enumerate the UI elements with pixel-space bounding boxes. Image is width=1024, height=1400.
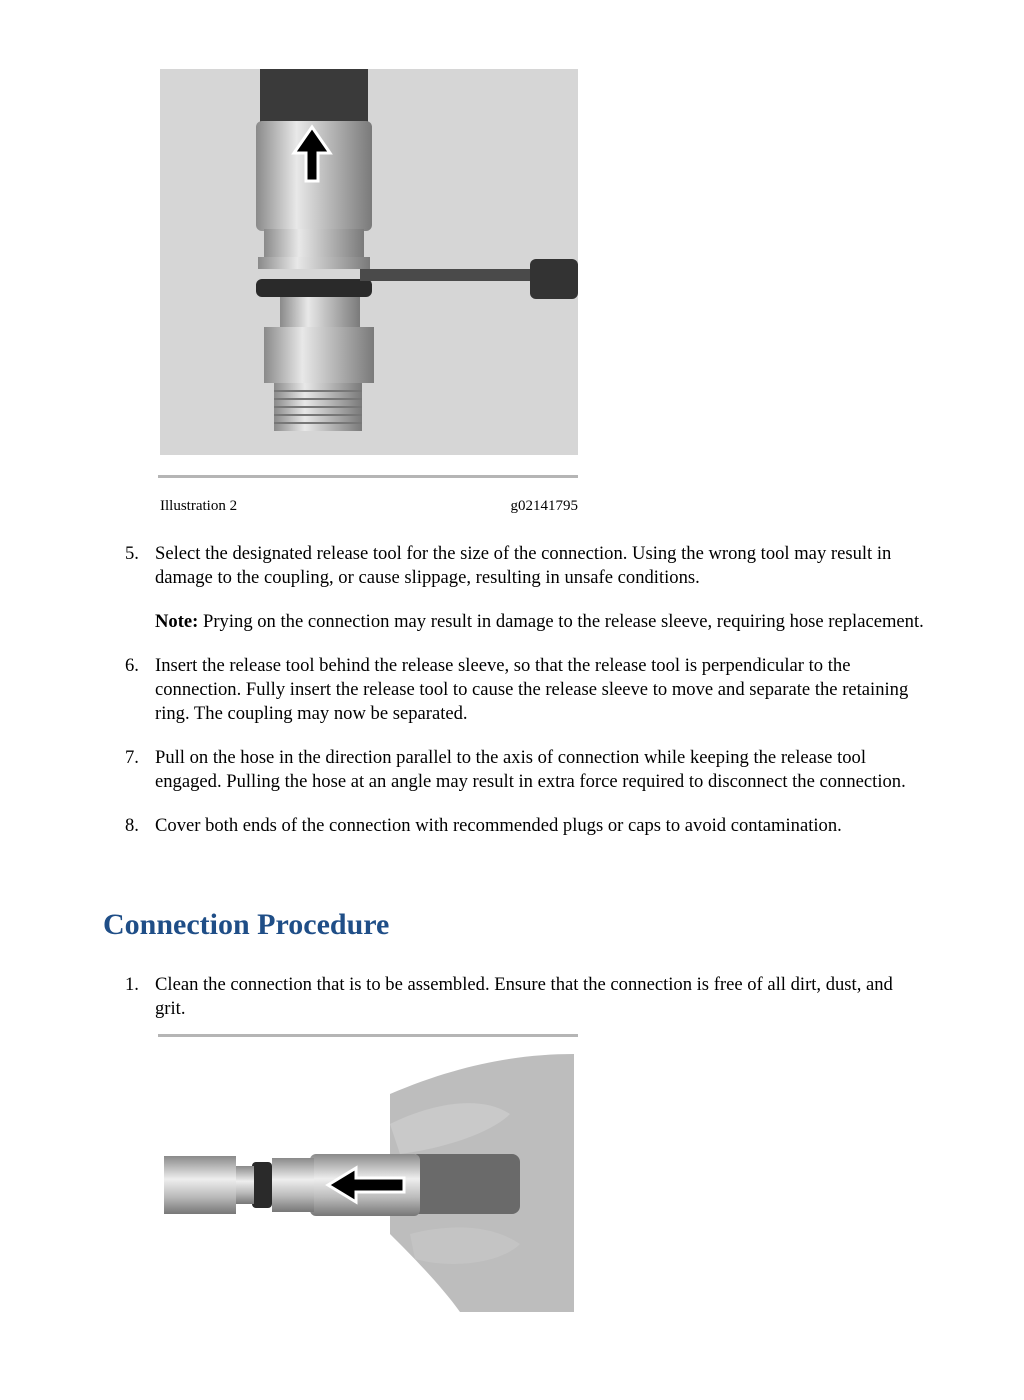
caption-id: g02141795 xyxy=(510,498,578,514)
list-item xyxy=(125,814,925,838)
step-note xyxy=(155,610,925,634)
step-number: 8. xyxy=(125,815,139,836)
caption-label: Illustration 2 xyxy=(160,498,238,514)
figure-1-divider xyxy=(158,475,578,478)
figure-1-photo xyxy=(160,69,578,455)
step-text: Select the designated release tool for the size of the connection. Using the wrong tool may result in damage to the coupling, or cause slippage, resulting in unsafe conditions. xyxy=(155,543,892,588)
step-number: 6. xyxy=(125,655,139,676)
list-item xyxy=(125,654,925,726)
list-item xyxy=(125,973,925,1021)
step-text: Cover both ends of the connection with recommended plugs or caps to avoid contamination. xyxy=(155,815,842,836)
list-item xyxy=(125,542,925,634)
step-number: 7. xyxy=(125,747,139,768)
figure-2-divider xyxy=(158,1034,578,1037)
step-number: 5. xyxy=(125,543,139,564)
note-text: Prying on the connection may result in damage to the release sleeve, requiring hose replacement. xyxy=(198,611,924,632)
step-text: Clean the connection that is to be assembled. Ensure that the connection is free of all dirt, dust, and grit. xyxy=(155,974,893,1019)
section-heading: Connection Procedure xyxy=(103,908,390,941)
figure-2-photo xyxy=(160,1054,574,1312)
list-item xyxy=(125,746,925,794)
step-text: Insert the release tool behind the release sleeve, so that the release tool is perpendicular to the connection. Fully insert the release tool to cause the release sleeve to move and separate the retaining ring. The coupling may now be separated. xyxy=(155,655,909,724)
note-label: Note: xyxy=(155,611,199,632)
step-text: Pull on the hose in the direction parallel to the axis of connection while keeping the release tool engaged. Pulling the hose at an angle may result in extra force required to disconnect the connection. xyxy=(155,747,906,792)
figure-1-caption xyxy=(160,498,578,518)
connection-steps-list xyxy=(125,973,925,1041)
disconnect-steps-list xyxy=(125,542,925,858)
step-number: 1. xyxy=(125,974,139,995)
